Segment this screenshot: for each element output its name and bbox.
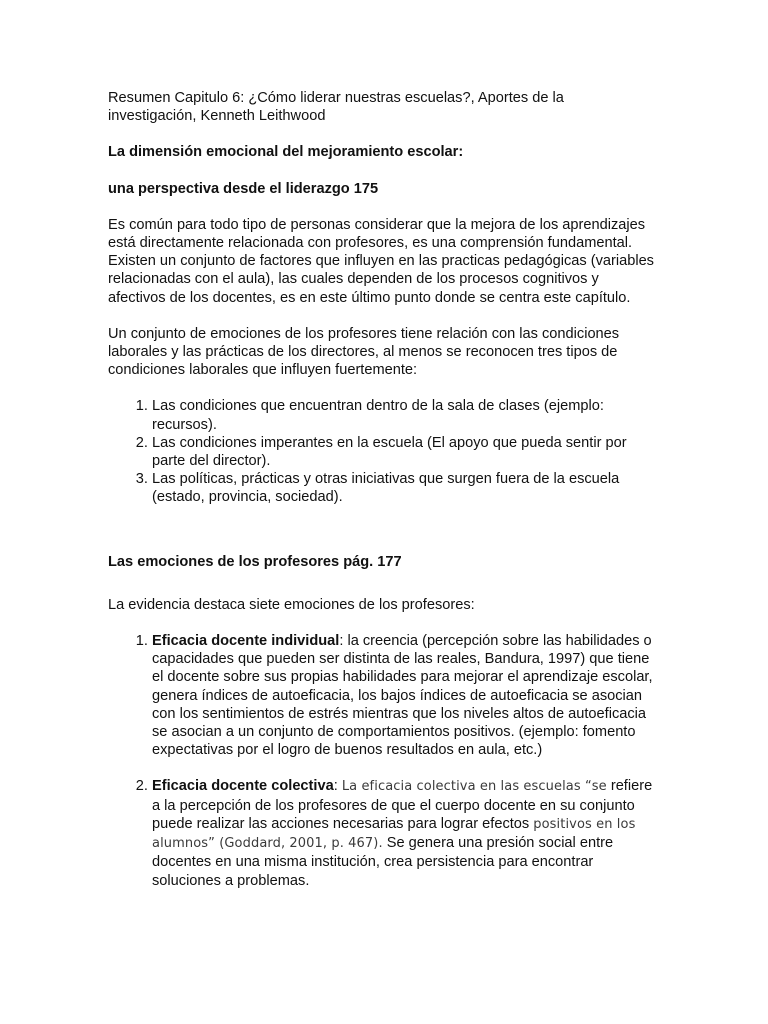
colon: :: [333, 778, 342, 795]
document-title: Resumen Capitulo 6: ¿Cómo liderar nuestras escuelas?, Aportes de la investigación, Kenneth Leithwood: [108, 90, 564, 125]
paragraph-evidence: La evidencia destaca siete emociones de los profesores:: [108, 596, 475, 613]
section-heading-emotional-dimension: La dimensión emocional del mejoramiento escolar:: [108, 144, 464, 161]
list-item: 2. Las condiciones imperantes en la escuela (El apoyo que pueda sentir por parte del director).: [152, 434, 656, 470]
paragraph-intro: Es común para todo tipo de personas considerar que la mejora de los aprendizajes está directamente relacionada con profesores, es una comprensión fundamental. Existen un conjunto de factores que influyen en las practicas pedagógicas (variables relacionadas con el aula), las cuales dependen de los procesos cognitivos y afectivos de los docentes, es en este último punto donde se centra este capítulo.: [108, 216, 654, 306]
document-page: [108, 89, 656, 890]
quote-part-c: positivos en los alumnos” (Goddard, 2001, p. 467).: [152, 816, 636, 852]
section-subheading-leadership: una perspectiva desde el liderazgo 175: [108, 180, 379, 197]
list-item: 3. Las políticas, prácticas y otras iniciativas que surgen fuera de la escuela (estado, provincia, sociedad).: [152, 470, 656, 506]
conditions-list: [108, 397, 656, 506]
definition-individual-efficacy: : la creencia (percepción sobre las habilidades o capacidades que pueden ser distinta de las reales, Bandura, 1997) que tiene el docente sobre sus propias habilidades para mejorar el aprendizaje escolar, genera índices de autoeficacia, los bajos índices de autoeficacia se asocian con los sentimientos de estrés mientras que los niveles altos de autoeficacia se asocian a un conjunto de comportamientos positivos. (ejemplo: fomento expectativas por el logro de buenos resultados en aula, etc.): [152, 633, 653, 759]
paragraph-conditions: Un conjunto de emociones de los profesores tiene relación con las condiciones laborales y las prácticas de los directores, al menos se reconocen tres tipos de condiciones laborales que influyen fuertemente:: [108, 325, 620, 379]
term-individual-efficacy: Eficacia docente individual: [152, 633, 340, 650]
quote-part-a: La eficacia colectiva en las escuelas “se: [341, 779, 607, 795]
emotions-list: [108, 632, 656, 890]
list-item: 1. Las condiciones que encuentran dentro de la sala de clases (ejemplo: recursos).: [152, 397, 656, 433]
section-heading-teacher-emotions: Las emociones de los profesores pág. 177: [108, 553, 402, 570]
list-item-individual-efficacy: [152, 632, 656, 759]
definition-part-d: Se genera una presión social entre docentes en una misma institución, crea persistencia para encontrar soluciones a problemas.: [152, 835, 614, 889]
definition-part-b: refiere a la percepción de los profesores de que el cuerpo docente en su conjunto puede realizar las acciones necesarias para lograr efectos: [152, 778, 653, 832]
list-item-collective-efficacy: [152, 777, 656, 889]
term-collective-efficacy: Eficacia docente colectiva: [152, 778, 334, 795]
